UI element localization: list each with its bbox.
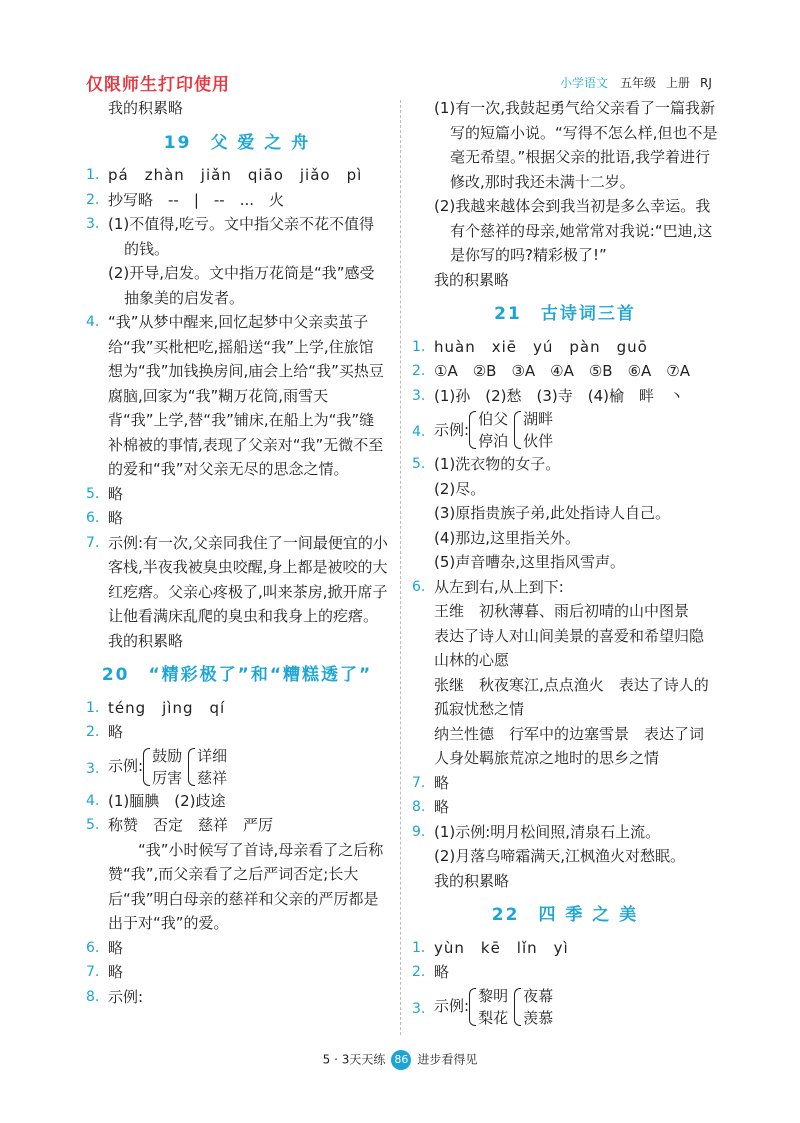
item-text: 示例: bbox=[108, 987, 144, 1006]
book-info bbox=[560, 74, 722, 91]
item-number: 1. bbox=[412, 939, 426, 956]
item-number: 4. bbox=[86, 792, 100, 809]
example-prefix: 示例: bbox=[434, 997, 470, 1016]
section-title-20: 20 “精彩极了”和“糟糕透了” bbox=[101, 665, 373, 685]
list-item bbox=[412, 985, 718, 1029]
item-text: (2)开导,启发。文中指万花筒是“我”感受抽象美的启发者。 bbox=[108, 264, 375, 307]
edition-label: RJ bbox=[700, 76, 712, 90]
pinyin-answer: yùn kē lǐn yì bbox=[434, 938, 569, 957]
item-text: 抄写略 -- | -- ... 火 bbox=[108, 190, 285, 209]
accumulation-note: 我的积累略 bbox=[434, 871, 510, 890]
item-text: (1)示例:明月松间照,清泉石上流。 bbox=[434, 822, 661, 841]
item-number: 3. bbox=[412, 387, 426, 404]
accumulation-note: 我的积累略 bbox=[108, 631, 184, 650]
item-number: 8. bbox=[412, 799, 426, 815]
list-item bbox=[412, 575, 718, 771]
slogan-label: 进步看得见 bbox=[417, 1052, 478, 1067]
item-text: (1)不值得,吃亏。文中指父亲不花不值得的钱。 bbox=[108, 215, 375, 258]
word: 梨花 bbox=[478, 1008, 509, 1027]
brace-icon bbox=[514, 988, 521, 1026]
item-number: 1. bbox=[86, 699, 100, 716]
item-text: 张继 秋夜寒江,点点渔火 表达了诗人的孤寂忧愁之情 bbox=[434, 675, 709, 718]
word: 湖畔 bbox=[523, 410, 554, 428]
brace-icon bbox=[469, 411, 476, 449]
paragraph: “我”小时候写了首诗,母亲看了之后称赞“我”,而父亲看了之后严词否定;长大后“我”明白母亲的慈祥和父亲的严厉都是出于对“我”的爱。 bbox=[108, 840, 384, 932]
item-number: 4. bbox=[86, 314, 100, 330]
item-text: (2)尽。 bbox=[434, 479, 486, 498]
brace-group bbox=[188, 745, 227, 789]
list-item bbox=[412, 795, 718, 820]
example-prefix: 示例: bbox=[434, 420, 470, 439]
list-item bbox=[412, 408, 718, 452]
item-text: (1)腼腆 (2)歧途 bbox=[108, 791, 226, 810]
item-text: 略 bbox=[108, 963, 124, 981]
list-item bbox=[86, 720, 388, 745]
item-number: 3. bbox=[412, 1000, 426, 1017]
brace-group-row bbox=[108, 745, 388, 789]
list-item bbox=[86, 310, 388, 482]
item-text: 略 bbox=[434, 773, 450, 792]
example-prefix: 示例: bbox=[108, 757, 144, 776]
list-item bbox=[86, 696, 388, 721]
item-number: 8. bbox=[86, 988, 100, 1005]
item-text: 略 bbox=[434, 798, 450, 816]
word: 慈祥 bbox=[197, 768, 228, 787]
brace-icon bbox=[188, 748, 195, 786]
item-text: (4)那边,这里指关外。 bbox=[434, 528, 581, 547]
page-number: 86 bbox=[391, 1050, 411, 1070]
page-footer bbox=[0, 1050, 800, 1070]
item-text: ①A ②B ③A ④A ⑤B ⑥A ⑦A bbox=[434, 362, 691, 380]
item-number: 2. bbox=[86, 191, 100, 208]
word: 鼓励 bbox=[152, 746, 183, 765]
list-item bbox=[86, 789, 388, 814]
pinyin-answer: téng jìng qí bbox=[108, 698, 226, 717]
print-notice: 仅限师生打印使用 bbox=[86, 75, 230, 95]
list-item bbox=[412, 936, 718, 961]
item-number: 1. bbox=[412, 338, 426, 355]
item-text: 示例:有一次,父亲同我住了一间最便宜的小客栈,半夜我被臭虫咬醒,身上都是被咬的大红疙瘩。父亲心疼极了,叫来茶房,掀开席子让他看满床乱爬的臭虫和我身上的疙瘩。 bbox=[108, 533, 388, 625]
item-number: 4. bbox=[412, 424, 426, 440]
pinyin-answer: pá zhàn jiǎn qiāo jiǎo pì bbox=[108, 166, 363, 184]
item-number: 7. bbox=[412, 774, 426, 791]
item-text: 略 bbox=[434, 963, 450, 981]
item-number: 1. bbox=[86, 167, 100, 183]
list-item bbox=[86, 188, 388, 213]
item-text: 略 bbox=[108, 509, 124, 527]
list-item bbox=[412, 359, 718, 384]
brace-group-row bbox=[434, 408, 718, 452]
right-column bbox=[412, 96, 718, 1029]
section-title-22: 22 四 季 之 美 bbox=[491, 905, 639, 925]
brace-group bbox=[469, 985, 508, 1029]
series-label: 5 · 3天天练 bbox=[322, 1052, 386, 1067]
item-text: (5)声音嘈杂,这里指风雪声。 bbox=[434, 553, 626, 571]
section-title-21: 21 古诗词三首 bbox=[494, 304, 636, 324]
column-divider bbox=[400, 100, 401, 1035]
item-text: (2)我越来越体会到我当初是多么幸运。我有个慈祥的母亲,她常常对我说:“巴迪,这是你写的吗?精彩极了!” bbox=[434, 197, 713, 264]
list-item bbox=[86, 813, 388, 838]
list-item bbox=[86, 506, 388, 531]
word: 夜幕 bbox=[523, 986, 554, 1005]
item-text: 王维 初秋薄暮、雨后初晴的山中图景 表达了诗人对山间美景的喜爱和希望归隐山林的心愿 bbox=[434, 602, 705, 669]
word: 黎明 bbox=[478, 986, 509, 1005]
brace-group bbox=[143, 745, 182, 789]
item-text: (1)有一次,我鼓起勇气给父亲看了一篇我新写的短篇小说。“写得不怎么样,但也不是毫无希望。”根据父亲的批语,我学着进行修改,那时我还未满十二岁。 bbox=[434, 99, 718, 191]
item-text: 称赞 否定 慈祥 严厉 bbox=[108, 816, 274, 834]
pinyin-answer: huàn xiē yú pàn guō bbox=[434, 337, 648, 356]
volume-label: 上册 bbox=[666, 76, 691, 90]
item-number: 3. bbox=[86, 760, 100, 777]
item-text: (2)月落乌啼霜满天,江枫渔火对愁眠。 bbox=[434, 847, 686, 865]
list-item bbox=[86, 745, 388, 789]
list-item bbox=[412, 820, 718, 869]
item-text: “我”从梦中醒来,回忆起梦中父亲卖茧子给“我”买枇杷吃,摇船送“我”上学,住旅馆想为“我”加钱换房间,庙会上给“我”买热豆腐脑,回家为“我”糊万花筒,雨雪天背“我”上学,替“我”铺床,在船上为“我”缝补棉被的事情,表现了父亲对“我”无微不至的爱和“我”对父亲无尽的思念之情。 bbox=[108, 313, 384, 478]
accumulation-note: 我的积累略 bbox=[434, 270, 510, 289]
item-number: 2. bbox=[412, 964, 426, 980]
list-item bbox=[412, 335, 718, 360]
item-text: 略 bbox=[108, 723, 124, 741]
list-item bbox=[86, 960, 388, 985]
list-item bbox=[86, 212, 388, 310]
item-number: 3. bbox=[86, 216, 100, 232]
word: 厉害 bbox=[152, 768, 183, 787]
list-item bbox=[412, 384, 718, 409]
item-number: 5. bbox=[86, 817, 100, 833]
item-number: 2. bbox=[412, 363, 426, 379]
list-item bbox=[86, 531, 388, 629]
item-text: (3)原指贵族子弟,此处指诗人自己。 bbox=[434, 504, 671, 522]
item-text: 从左到右,从上到下: bbox=[434, 577, 564, 596]
list-item bbox=[86, 936, 388, 961]
list-item bbox=[412, 452, 718, 575]
item-text: 纳兰性德 行军中的边塞雪景 表达了词人身处羁旅荒凉之地时的思乡之情 bbox=[434, 724, 705, 767]
item-number: 6. bbox=[86, 939, 100, 956]
item-number: 9. bbox=[412, 823, 426, 840]
word: 伯父 bbox=[478, 410, 509, 428]
brace-group bbox=[514, 985, 553, 1029]
item-text: (1)孙 (2)愁 (3)寺 (4)榆 畔 丶 bbox=[434, 386, 684, 405]
section-title-19: 19 父 爱 之 舟 bbox=[163, 132, 311, 153]
word: 停泊 bbox=[478, 432, 509, 450]
brace-icon bbox=[514, 411, 521, 449]
brace-group bbox=[469, 408, 508, 452]
brace-icon bbox=[469, 988, 476, 1026]
subject-label: 小学语文 bbox=[560, 76, 609, 90]
list-item bbox=[86, 482, 388, 507]
grade-label: 五年级 bbox=[620, 76, 657, 90]
item-number: 6. bbox=[86, 510, 100, 526]
word: 羡慕 bbox=[523, 1008, 554, 1027]
item-number: 2. bbox=[86, 724, 100, 740]
word: 详细 bbox=[197, 746, 228, 765]
list-item bbox=[86, 985, 388, 1010]
accumulation-note: 我的积累略 bbox=[108, 99, 184, 117]
word: 伙伴 bbox=[523, 432, 554, 450]
item-number: 5. bbox=[412, 456, 426, 472]
item-text: (1)洗衣物的女子。 bbox=[434, 455, 561, 473]
list-item bbox=[86, 163, 388, 188]
item-text: 略 bbox=[108, 484, 124, 503]
list-item bbox=[412, 771, 718, 796]
item-number: 6. bbox=[412, 578, 426, 595]
left-column bbox=[86, 96, 388, 1009]
item-number: 5. bbox=[86, 485, 100, 502]
brace-icon bbox=[143, 748, 150, 786]
list-item bbox=[412, 960, 718, 985]
brace-group-row bbox=[434, 985, 718, 1029]
item-number: 7. bbox=[86, 534, 100, 551]
item-text: 略 bbox=[108, 938, 124, 957]
item-number: 7. bbox=[86, 964, 100, 980]
brace-group bbox=[514, 408, 553, 452]
